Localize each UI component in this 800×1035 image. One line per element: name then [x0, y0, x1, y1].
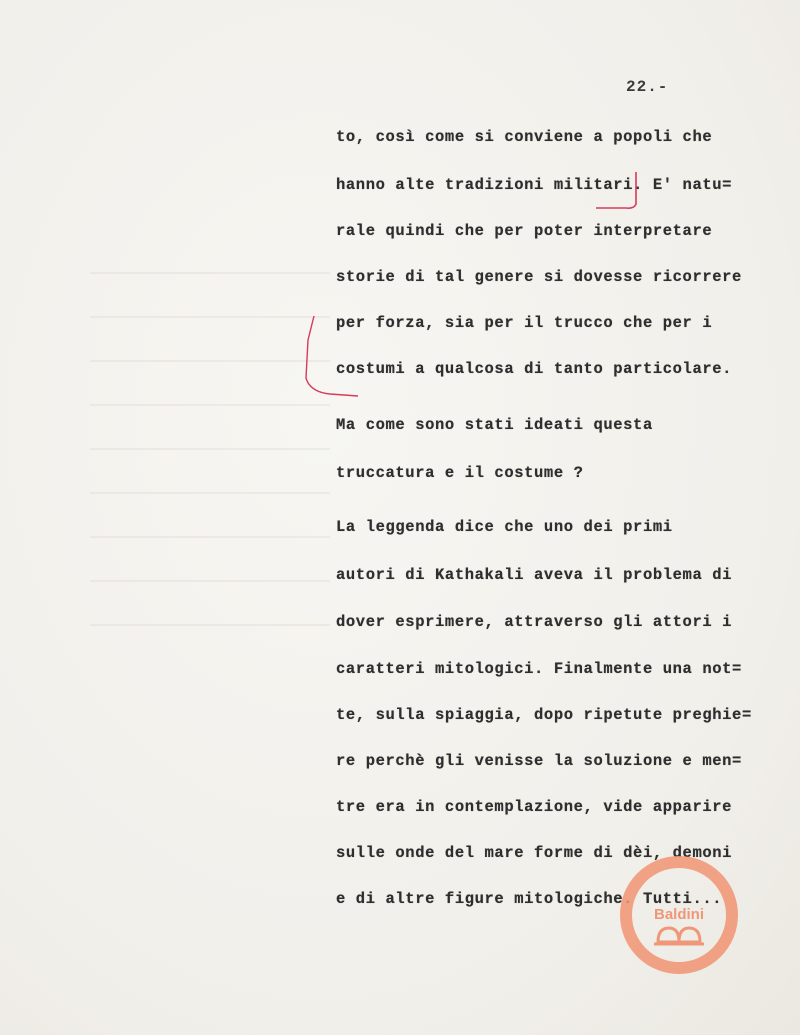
text-line: rale quindi che per poter interpretare [336, 222, 713, 240]
text-line: e di altre figure mitologiche. Tutti... [336, 890, 723, 908]
text-line: storie di tal genere si dovesse ricorrere [336, 268, 742, 286]
book-icon [632, 868, 726, 962]
text-line: truccatura e il costume ? [336, 464, 584, 482]
text-line: sulle onde del mare forme di dèi, demoni [336, 844, 733, 862]
text-line: La leggenda dice che uno dei primi [336, 518, 673, 536]
baldini-stamp [620, 856, 738, 974]
text-line: to, così come si conviene a popoli che [336, 128, 713, 146]
text-line: te, sulla spiaggia, dopo ripetute preghie= [336, 706, 752, 724]
text-line: hanno alte tradizioni militari. E' natu= [336, 176, 733, 194]
text-line: re perchè gli venisse la soluzione e men= [336, 752, 742, 770]
stamp-label: Baldini [653, 906, 704, 923]
text-line: tre era in contemplazione, vide apparire [336, 798, 733, 816]
text-line: caratteri mitologici. Finalmente una not= [336, 660, 742, 678]
page-number: 22.- [626, 78, 669, 96]
text-line: Ma come sono stati ideati questa [336, 416, 653, 434]
text-line: dover esprimere, attraverso gli attori i [336, 613, 733, 631]
text-line: costumi a qualcosa di tanto particolare. [336, 360, 733, 378]
text-line: autori di Kathakali aveva il problema di [336, 566, 733, 584]
text-line: per forza, sia per il trucco che per i [336, 314, 713, 332]
